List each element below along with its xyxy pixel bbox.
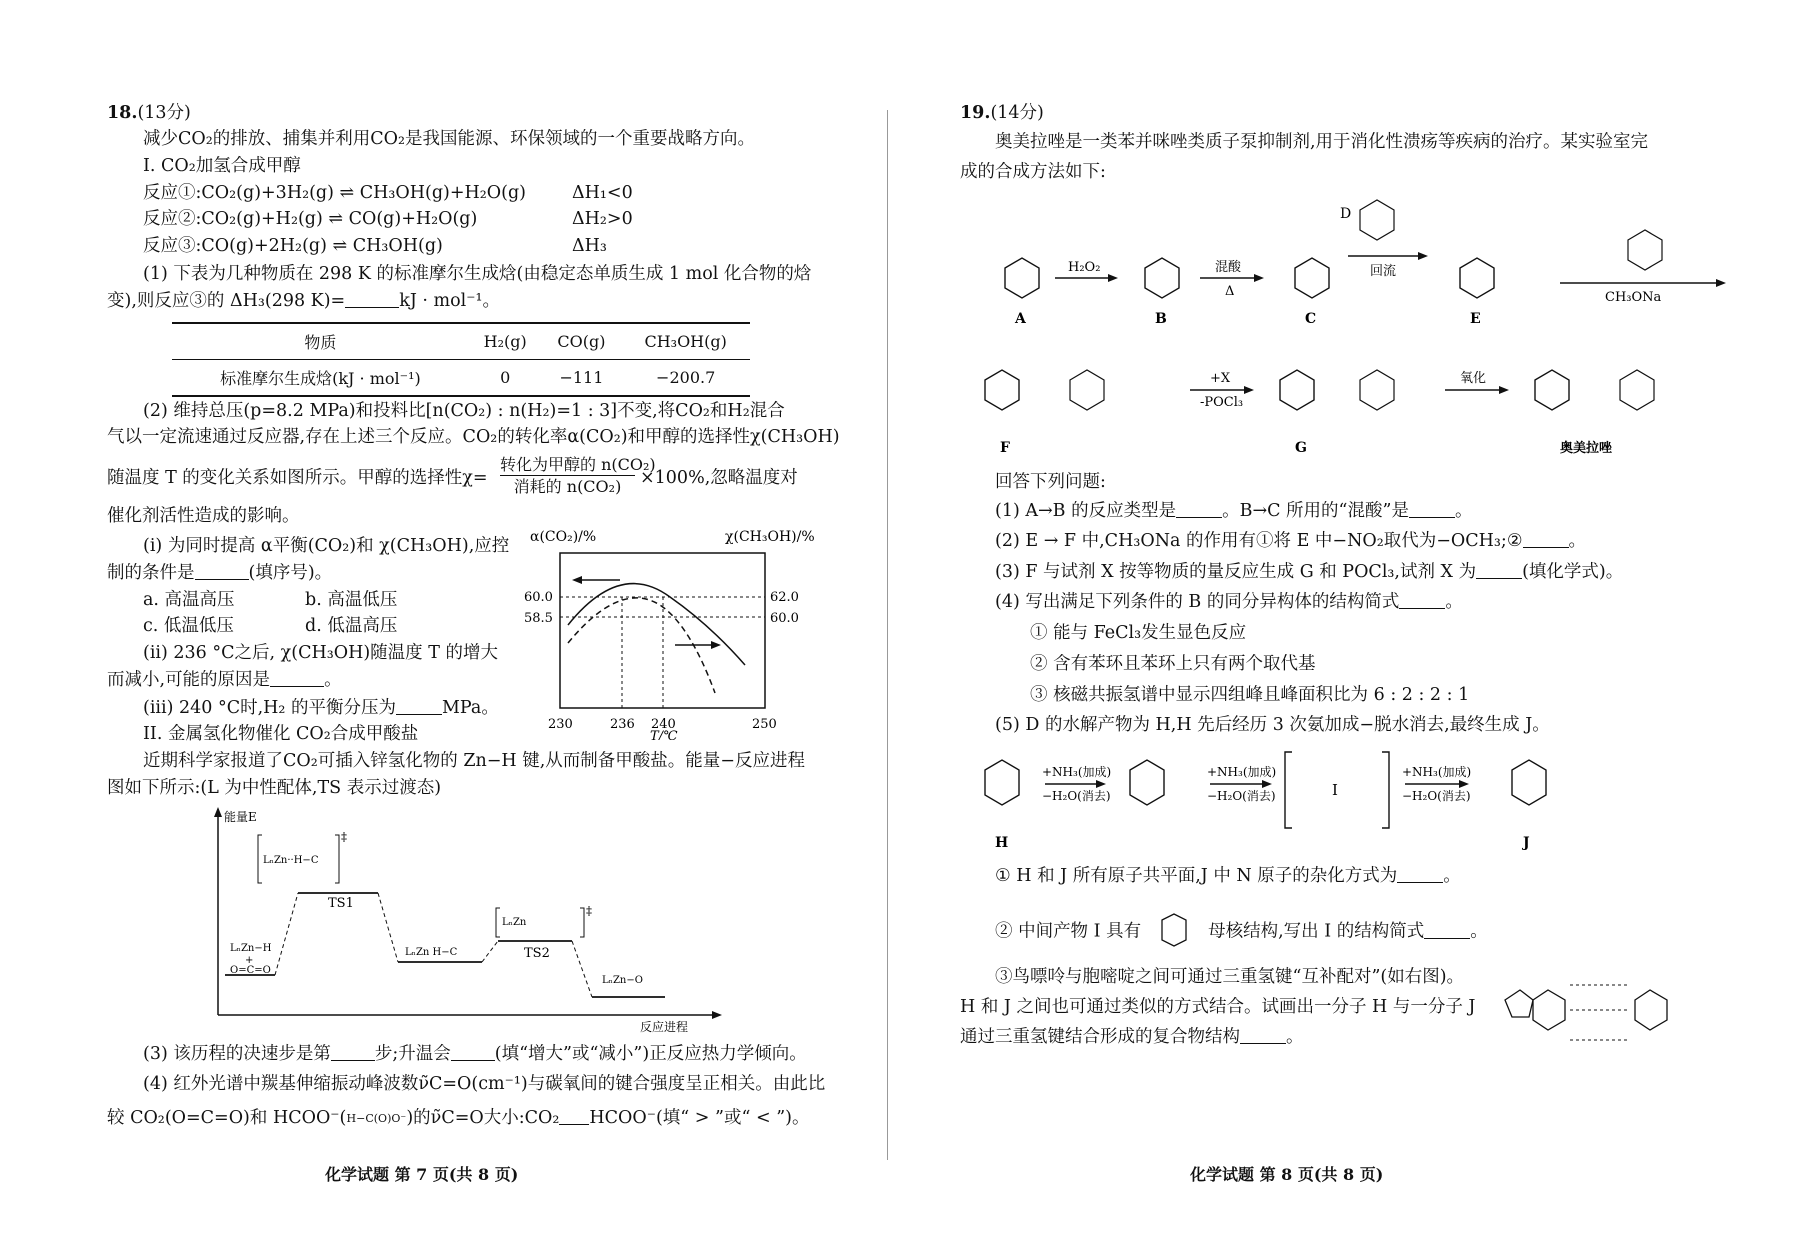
- ts2-label: TS2: [524, 946, 550, 961]
- answer-blank[interactable]: [1176, 501, 1222, 518]
- reaction-3: 反应③:CO(g)+2H₂(g) ⇌ CH₃OH(g): [143, 236, 443, 256]
- q19-intro-line2: 成的合成方法如下:: [960, 162, 1106, 182]
- q18-3: (3) 该历程的决速步是第 步;升温会 (填“增大”或“减小”)正反应热力学倾向。: [143, 1044, 807, 1064]
- q18-iii: (iii) 240 °C时,H₂ 的平衡分压为 MPa。: [143, 698, 499, 718]
- reactant-zn-h: LₙZn−H: [230, 943, 272, 954]
- intermediate-structure: LₙZn H−C: [405, 947, 458, 958]
- enthalpy-table: [172, 322, 750, 397]
- answer-blank[interactable]: [1424, 922, 1470, 939]
- table-header: H₂(g): [469, 323, 542, 360]
- arrowhead: [1096, 780, 1106, 788]
- selectivity-fraction-num: 转化为甲醇的 n(CO₂): [500, 455, 656, 474]
- x-tick: 236: [610, 717, 635, 732]
- table-header: CH₃OH(g): [621, 323, 750, 360]
- q18-2-line3a: 随温度 T 的变化关系如图所示。甲醇的选择性χ=: [107, 468, 488, 488]
- reagent-x: +X: [1210, 371, 1231, 386]
- reagent-h2o2: H₂O₂: [1068, 260, 1101, 275]
- q18-4-line2: 较 CO₂(O=C=O)和 HCOO⁻(H−C(O)O⁻)的ν̃C=O大小:CO₂ HCOO⁻(填“ > ”或“ < ”)。: [107, 1108, 810, 1128]
- plot-frame: [560, 553, 765, 708]
- ammonia-addition-scheme: [960, 740, 1800, 855]
- answer-blank[interactable]: [396, 698, 442, 715]
- compound-j-label: J: [1523, 835, 1530, 851]
- compound-a-ring: [1005, 258, 1039, 298]
- table-header: CO(g): [542, 323, 622, 360]
- right-page: [900, 0, 1819, 1253]
- compound-f-label: F: [1000, 440, 1010, 456]
- answer-blank[interactable]: [1240, 1027, 1286, 1044]
- reagent-reflux: 回流: [1370, 264, 1397, 279]
- step-label-eliminate: −H₂O(消去): [1402, 789, 1471, 803]
- question-number: 19.: [960, 103, 991, 123]
- omeprazole-pyridine: [1535, 370, 1569, 410]
- compound-f-benzo: [1070, 370, 1104, 410]
- option-a: a. 高温高压: [143, 590, 235, 610]
- answer-blank[interactable]: [559, 1108, 589, 1125]
- q19-5-sub2: ② 中间产物 I 具有 母核结构,写出 I 的结构简式 。: [995, 912, 1488, 952]
- q19-5: (5) D 的水解产物为 H,H 先后经历 3 次氨加成−脱水消去,最终生成 J。: [995, 715, 1550, 735]
- q19-2: (2) E → F 中,CH₃ONa 的作用有①将 E 中−NO₂取代为−OCH₃;② 。: [995, 531, 1587, 551]
- synthesis-scheme-row2: [960, 340, 1800, 460]
- part2-line2: 图如下所示:(L 为中性配体,TS 表示过渡态): [107, 778, 442, 798]
- left-page: [0, 0, 900, 1253]
- path-segment: [482, 941, 498, 962]
- part2-line1: 近期科学家报道了CO₂可插入锌氢化物的 Zn−H 键,从而制备甲酸盐。能量−反应进程: [143, 751, 805, 771]
- option-c: c. 低温低压: [143, 616, 234, 636]
- q19-5-sub1: ① H 和 J 所有原子共平面,J 中 N 原子的杂化方式为 。: [995, 866, 1461, 886]
- page-divider: [887, 110, 888, 1160]
- path-segment: [378, 893, 398, 962]
- ts2-dagger: ‡: [586, 904, 592, 918]
- page-footer-left: 化学试题 第 7 页(共 8 页): [325, 1165, 519, 1184]
- reagent-ch3ona: CH₃ONa: [1605, 290, 1662, 305]
- answer-blank[interactable]: [1409, 501, 1455, 518]
- guanine-pyrimidine: [1533, 990, 1565, 1030]
- arrowhead: [1244, 386, 1254, 394]
- y-right-tick: 60.0: [770, 611, 799, 626]
- y-left-tick: 58.5: [524, 611, 553, 626]
- intermediate-ring: [1130, 760, 1164, 805]
- y-left-tick: 60.0: [524, 590, 553, 605]
- reaction-3-dh: ΔH₃: [572, 236, 607, 256]
- arrowhead-left: [572, 576, 582, 584]
- x-tick: 250: [752, 717, 777, 732]
- reagent-pocl3: -POCl₃: [1200, 395, 1244, 410]
- compound-e-ring: [1460, 258, 1494, 298]
- step-label-eliminate: −H₂O(消去): [1207, 789, 1276, 803]
- answer-blank[interactable]: [331, 1044, 375, 1061]
- reagent-d-label: D: [1340, 206, 1352, 222]
- ts2-structure: LₙZn: [502, 917, 527, 928]
- energy-axis-label: 能量E: [224, 810, 257, 824]
- q19-5-sub3-line1: ③鸟嘌呤与胞嘧啶之间可通过三重氢键“互补配对”(如右图)。: [995, 967, 1465, 987]
- formate-structure: H−C(O)O⁻: [346, 1111, 407, 1125]
- table-cell: −200.7: [621, 360, 750, 397]
- path-segment: [572, 941, 592, 997]
- question-points: (13分): [137, 103, 191, 123]
- option-d: d. 低温高压: [305, 616, 398, 636]
- guanine-imidazole: [1505, 990, 1533, 1017]
- answer-blank[interactable]: [1523, 531, 1569, 548]
- energy-axis-arrowhead: [214, 807, 222, 817]
- arrowhead: [1254, 274, 1264, 282]
- table-cell: −111: [542, 360, 622, 397]
- compound-a-label: A: [1015, 311, 1026, 327]
- compound-d-ring: [1360, 200, 1394, 240]
- answer-blank[interactable]: [345, 291, 399, 308]
- compound-c-ring: [1295, 258, 1329, 298]
- progress-axis-label: 反应进程: [640, 1020, 689, 1034]
- q18-i-line1: (i) 为同时提高 α平衡(CO₂)和 χ(CH₃OH),应控: [143, 536, 510, 556]
- step-label-add: +NH₃(加成): [1402, 765, 1472, 779]
- q19-3: (3) F 与试剂 X 按等物质的量反应生成 G 和 POCl₃,试剂 X 为 (填化学式)。: [995, 562, 1624, 582]
- table-header: 物质: [172, 323, 469, 360]
- q19-1: (1) A→B 的反应类型是 。B→C 所用的“混酸”是 。: [995, 501, 1473, 521]
- q19-5-sub3-line2: H 和 J 之间也可通过类似的方式结合。试画出一分子 H 与一分子 J: [960, 997, 1476, 1017]
- step-label-add: +NH₃(加成): [1042, 765, 1112, 779]
- base-pairing-figure: [1485, 955, 1765, 1075]
- compound-g-label: G: [1295, 440, 1307, 456]
- omeprazole-benzo: [1620, 370, 1654, 410]
- arrowhead: [1499, 386, 1509, 394]
- step-label-eliminate: −H₂O(消去): [1042, 789, 1111, 803]
- reaction-1-dh: ΔH₁<0: [572, 183, 633, 203]
- arrowhead-right: [711, 641, 721, 649]
- arrowhead: [1108, 274, 1118, 282]
- compound-j-ring: [1512, 760, 1546, 805]
- answer-blank[interactable]: [1397, 866, 1443, 883]
- reagent-heat: Δ: [1225, 284, 1235, 299]
- q18-2-line3b: ×100%,忽略温度对: [640, 468, 798, 488]
- progress-axis-arrowhead: [712, 1011, 722, 1019]
- q19-4: (4) 写出满足下列条件的 B 的同分异构体的结构简式 。: [995, 592, 1463, 612]
- y-left-axis-label: α(CO₂)/%: [530, 529, 597, 545]
- q18-1-line1: (1) 下表为几种物质在 298 K 的标准摩尔生成焓(由稳定态单质生成 1 mol 化合物的焓: [143, 264, 812, 284]
- x-tick: 240: [651, 717, 676, 732]
- compound-h-label: H: [995, 835, 1009, 851]
- arrowhead: [1262, 780, 1272, 788]
- question-19-header: [960, 102, 1044, 124]
- selectivity-fraction-den: 消耗的 n(CO₂): [513, 477, 622, 496]
- q19-5-sub3-line3: 通过三重氢键结合形成的复合物结构 。: [960, 1027, 1304, 1047]
- q19-intro-line1: 奥美拉唑是一类苯并咪唑类质子泵抑制剂,用于消化性溃疡等疾病的治疗。某实验室完: [995, 132, 1649, 152]
- x-tick: 230: [548, 717, 573, 732]
- product-structure: LₙZn−O: [602, 975, 643, 986]
- answer-title: 回答下列问题:: [995, 472, 1106, 492]
- energy-profile-figure: [200, 805, 730, 1035]
- ts1-label: TS1: [328, 896, 354, 911]
- reaction-1: 反应①:CO₂(g)+3H₂(g) ⇌ CH₃OH(g)+H₂O(g): [143, 183, 527, 203]
- step-label-add: +NH₃(加成): [1207, 765, 1277, 779]
- reactant-co2: O=C=O: [230, 965, 271, 976]
- compound-h-ring: [985, 760, 1019, 805]
- part2-title: II. 金属氢化物催化 CO₂合成甲酸盐: [143, 724, 419, 744]
- page-footer-right: 化学试题 第 8 页(共 8 页): [1190, 1165, 1384, 1184]
- conversion-selectivity-figure: [520, 525, 820, 740]
- answer-blank[interactable]: [195, 563, 249, 580]
- condition-3: ③ 核磁共振氢谱中显示四组峰且峰面积比为 6 : 2 : 2 : 1: [1030, 685, 1470, 705]
- reagent-mixed-acid: 混酸: [1215, 260, 1242, 275]
- arrowhead: [1459, 780, 1469, 788]
- compound-e-label: E: [1470, 311, 1481, 327]
- benzimidazole-reagent-ring: [1628, 230, 1662, 270]
- q18-ii-line1: (ii) 236 °C之后, χ(CH₃OH)随温度 T 的增大: [143, 643, 498, 663]
- q18-2-line1: (2) 维持总压(p=8.2 MPa)和投料比[n(CO₂) : n(H₂)=1 : 3]不变,将CO₂和H₂混合: [143, 401, 785, 421]
- reaction-2: 反应②:CO₂(g)+H₂(g) ⇌ CO(g)+H₂O(g): [143, 209, 478, 229]
- y-right-tick: 62.0: [770, 590, 799, 605]
- q18-4-line1: (4) 红外光谱中羰基伸缩振动峰波数ν̃C=O(cm⁻¹)与碳氧间的键合强度呈正相关。由此比: [143, 1074, 826, 1094]
- condition-2: ② 含有苯环且苯环上只有两个取代基: [1030, 654, 1316, 674]
- question-points: (14分): [990, 103, 1044, 123]
- ts1-dagger: ‡: [341, 830, 347, 844]
- triazine-core-icon: [1147, 912, 1202, 952]
- alpha-curve: [568, 584, 745, 665]
- condition-1: ① 能与 FeCl₃发生显色反应: [1030, 623, 1247, 643]
- path-segment: [275, 893, 298, 975]
- q18-i-line2: 制的条件是 (填序号)。: [107, 563, 333, 583]
- cytosine-ring: [1635, 990, 1667, 1030]
- q18-2-line2: 气以一定流速通过反应器,存在上述三个反应。CO₂的转化率α(CO₂)和甲醇的选择性χ(CH₃OH): [107, 427, 840, 447]
- q18-intro: 减少CO₂的排放、捕集并利用CO₂是我国能源、环保领域的一个重要战略方向。: [143, 129, 756, 149]
- ts1-structure: LₙZn··H−C: [263, 855, 319, 866]
- question-18-header: [107, 102, 191, 124]
- reagent-oxidation: 氧化: [1460, 371, 1487, 386]
- compound-b-ring: [1145, 258, 1179, 298]
- q18-ii-line2: 而减小,可能的原因是 。: [107, 670, 342, 690]
- q18-1-line2: 变),则反应③的 ΔH₃(298 K)= kJ · mol⁻¹。: [107, 291, 501, 311]
- reactant-plus: +: [245, 955, 254, 966]
- table-cell: 0: [469, 360, 542, 397]
- reaction-2-dh: ΔH₂>0: [572, 209, 633, 229]
- answer-blank[interactable]: [1476, 562, 1522, 579]
- compound-c-label: C: [1305, 311, 1317, 327]
- answer-blank[interactable]: [270, 670, 324, 687]
- intermediate-i-label: I: [1332, 781, 1338, 799]
- answer-blank[interactable]: [451, 1044, 495, 1061]
- part1-title: I. CO₂加氢合成甲醇: [143, 156, 301, 176]
- omeprazole-label: 奥美拉唑: [1560, 441, 1613, 456]
- x-axis-label: T/℃: [650, 729, 678, 740]
- compound-g-pyridine: [1280, 370, 1314, 410]
- compound-b-label: B: [1155, 311, 1167, 327]
- answer-blank[interactable]: [1399, 592, 1445, 609]
- question-number: 18.: [107, 103, 138, 123]
- y-right-axis-label: χ(CH₃OH)/%: [725, 529, 815, 545]
- arrowhead: [1418, 252, 1428, 260]
- q18-2-line4: 催化剂活性造成的影响。: [107, 506, 300, 526]
- arrowhead: [1716, 279, 1726, 287]
- compound-f-pyridine: [985, 370, 1019, 410]
- synthesis-scheme-row1: [960, 178, 1800, 336]
- table-row-label: 标准摩尔生成焓(kJ · mol⁻¹): [172, 360, 469, 397]
- compound-g-benzo: [1360, 370, 1394, 410]
- option-b: b. 高温低压: [305, 590, 398, 610]
